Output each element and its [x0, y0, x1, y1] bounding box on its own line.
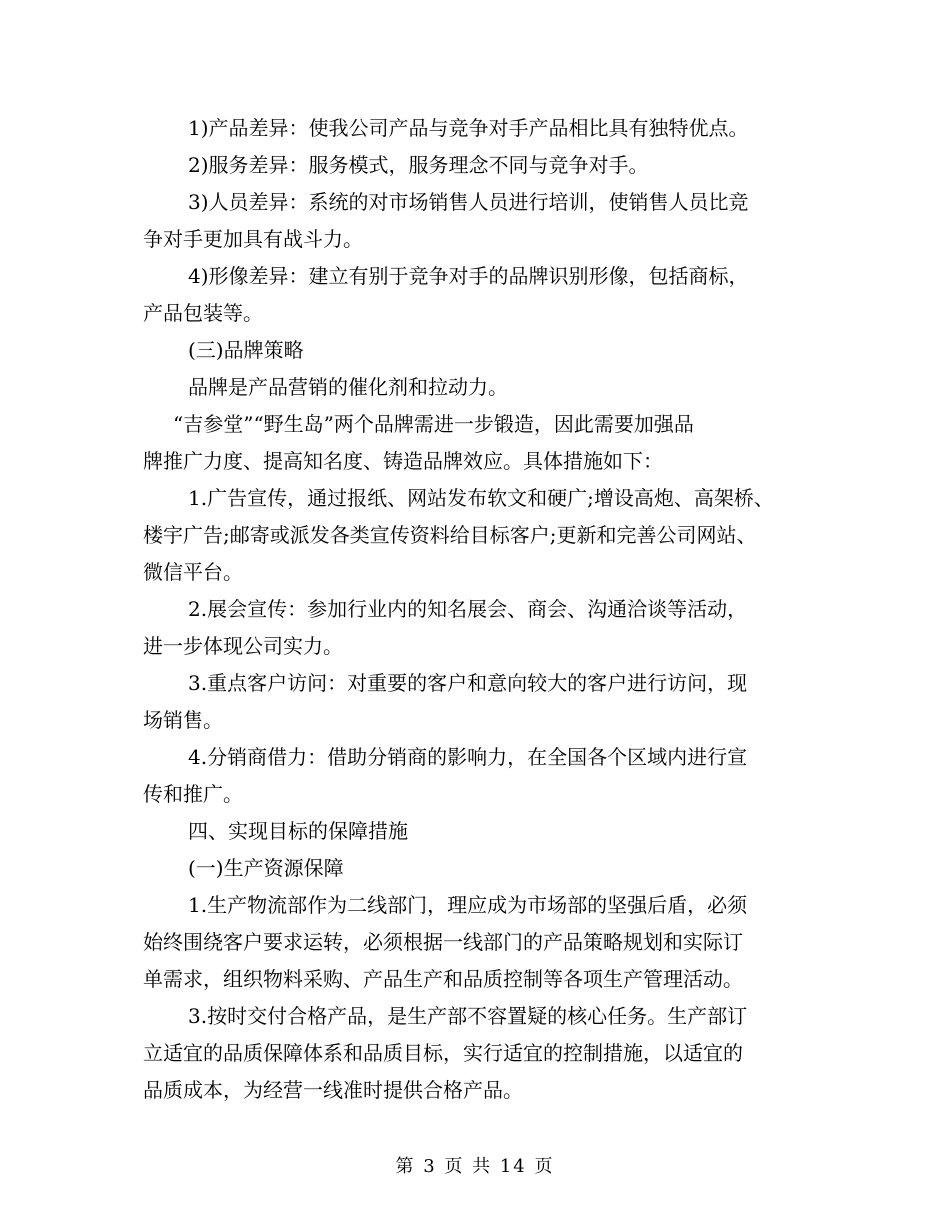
text-line: 争对手更加具有战斗力。 [143, 227, 363, 251]
text-line: 产品包装等。 [143, 301, 263, 325]
section-heading [143, 850, 803, 887]
section-heading [143, 332, 803, 369]
paragraph [143, 147, 803, 184]
section-heading [143, 813, 803, 850]
text-line: 立适宜的品质保障体系和品质目标，实行适宜的控制措施，以适宜的 [143, 1041, 743, 1065]
text-line: 微信平台。 [143, 560, 243, 584]
text-line: 牌推广力度、提高知名度、铸造品牌效应。具体措施如下： [143, 449, 663, 473]
text-line: 2.展会宣传：参加行业内的知名展会、商会、沟通洽谈等活动， [188, 597, 748, 621]
text-line: 四、实现目标的保障措施 [188, 819, 408, 843]
paragraph [143, 110, 803, 147]
text-line: 3.按时交付合格产品，是生产部不容置疑的核心任务。生产部订 [188, 1004, 748, 1028]
paragraph [143, 739, 803, 813]
text-line: 传和推广。 [143, 782, 243, 806]
paragraph [143, 184, 803, 258]
paragraph [143, 369, 803, 406]
paragraph [143, 591, 803, 665]
paragraph [143, 258, 803, 332]
text-line: 单需求，组织物料采购、产品生产和品质控制等各项生产管理活动。 [143, 967, 743, 991]
text-line: 3.重点客户访问：对重要的客户和意向较大的客户进行访问，现 [188, 671, 748, 695]
paragraph [143, 998, 803, 1109]
text-line: “吉参堂”“野生岛”两个品牌需进一步锻造，因此需要加强品 [173, 412, 694, 436]
paragraph [143, 665, 803, 739]
text-line: 进一步体现公司实力。 [143, 634, 343, 658]
text-line: (三)品牌策略 [188, 338, 304, 362]
text-line: 4.分销商借力：借助分销商的影响力，在全国各个区域内进行宣 [188, 745, 748, 769]
page-number-footer: 第 3 页 共 14 页 [395, 1156, 555, 1177]
text-line: 场销售。 [143, 708, 223, 732]
text-line: 4)形像差异：建立有别于竞争对手的品牌识别形像，包括商标， [188, 264, 749, 288]
text-line: 始终围绕客户要求运转，必须根据一线部门的产品策略规划和实际订 [143, 930, 743, 954]
text-line: 1.广告宣传，通过报纸、网站发布软文和硬广;增设高炮、高架桥、 [188, 486, 774, 510]
text-line: 品质成本，为经营一线准时提供合格产品。 [143, 1078, 523, 1102]
text-line: 1.生产物流部作为二线部门，理应成为市场部的坚强后盾，必须 [188, 893, 748, 917]
paragraph [143, 480, 803, 591]
text-line: 楼宇广告;邮寄或派发各类宣传资料给目标客户;更新和完善公司网站、 [143, 523, 757, 547]
text-line: 3)人员差异：系统的对市场销售人员进行培训，使销售人员比竞 [188, 190, 749, 214]
text-line: 1)产品差异：使我公司产品与竞争对手产品相比具有独特优点。 [188, 116, 749, 140]
text-line: (一)生产资源保障 [188, 856, 344, 880]
paragraph [143, 406, 803, 480]
text-line: 品牌是产品营销的催化剂和拉动力。 [188, 375, 508, 399]
paragraph [143, 887, 803, 998]
text-line: 2)服务差异：服务模式，服务理念不同与竞争对手。 [188, 153, 649, 177]
